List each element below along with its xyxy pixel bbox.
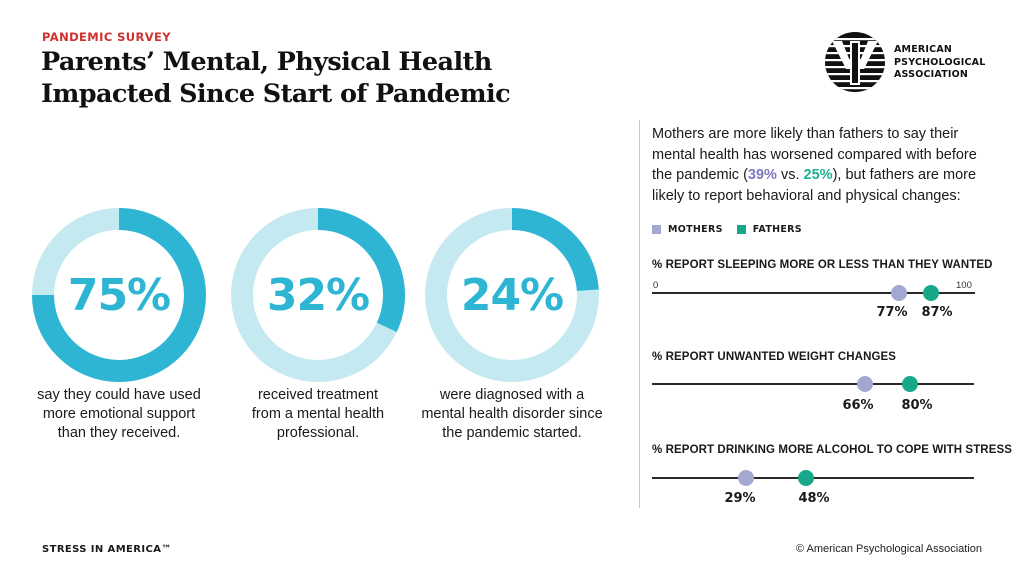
donut-value: 24% (460, 269, 564, 321)
mothers-dot (857, 376, 873, 392)
fathers-value: 87% (921, 305, 953, 320)
apa-logo (824, 31, 999, 93)
kicker: PANDEMIC SURVEY (42, 30, 172, 44)
legend-item-fathers (737, 224, 802, 235)
axis-line (652, 383, 974, 385)
metric-title-alcohol: % REPORT DRINKING MORE ALCOHOL TO COPE WITH STRESS (652, 444, 1013, 456)
psi-logo-icon (824, 31, 886, 93)
mothers-dot (891, 285, 907, 301)
donut-value: 32% (266, 269, 370, 321)
footer-copyright: © American Psychological Association (795, 543, 982, 555)
logo-line-2: PSYCHOLOGICAL (894, 56, 986, 68)
donut-caption (412, 386, 612, 443)
intro-paragraph (652, 124, 1002, 206)
axis-max-label: 100 (956, 280, 972, 291)
intro-text: vs. (776, 167, 804, 183)
caption-line: were diagnosed with a (439, 387, 585, 403)
page-title (41, 46, 510, 110)
apa-wordmark (894, 44, 985, 82)
intro-text: ), but fathers are more (832, 167, 977, 183)
fathers-dot (902, 376, 918, 392)
caption-line: professional. (276, 425, 360, 441)
mothers-worsened-pct: 39% (747, 167, 777, 183)
mothers-value: 29% (724, 491, 756, 506)
mothers-swatch-icon (652, 225, 661, 234)
caption-line: received treatment (257, 387, 379, 403)
caption-line: more emotional support (42, 406, 196, 422)
logo-line-3: ASSOCIATION (894, 69, 969, 80)
caption-line: the pandemic started. (442, 425, 582, 441)
fathers-dot (798, 470, 814, 486)
title-line-2: Impacted Since Start of Pandemic (41, 79, 511, 109)
metric-title-weight: % REPORT UNWANTED WEIGHT CHANGES (652, 351, 897, 363)
caption-line: mental health disorder since (421, 406, 603, 422)
axis-min-label: 0 (653, 280, 659, 291)
logo-line-1: AMERICAN (894, 44, 953, 55)
title-line-1: Parents’ Mental, Physical Health (41, 47, 492, 77)
legend (652, 224, 802, 235)
legend-label: MOTHERS (668, 224, 723, 235)
section-divider (639, 120, 640, 508)
donut-caption (19, 386, 219, 443)
fathers-worsened-pct: 25% (803, 167, 833, 183)
metric-title-sleep: % REPORT SLEEPING MORE OR LESS THAN THEY WANTED (652, 259, 993, 271)
mothers-value: 66% (842, 398, 874, 413)
fathers-swatch-icon (737, 225, 746, 234)
donut-chart-24 (424, 207, 600, 383)
footer-series-name: STRESS IN AMERICA™ (42, 544, 172, 555)
intro-line: Mothers are more likely than fathers to say their (652, 126, 959, 142)
intro-line: mental health has worsened compared with before (652, 146, 977, 163)
fathers-dot (923, 285, 939, 301)
legend-item-mothers (652, 224, 723, 235)
fathers-value: 48% (798, 491, 830, 506)
caption-line: say they could have used (37, 387, 201, 403)
donut-chart-32 (230, 207, 406, 383)
donut-value: 75% (67, 269, 171, 321)
mothers-value: 77% (876, 305, 908, 320)
caption-line: from a mental health (251, 406, 385, 422)
fathers-value: 80% (901, 398, 933, 413)
donut-chart-75 (31, 207, 207, 383)
mothers-dot (738, 470, 754, 486)
legend-label: FATHERS (752, 224, 802, 235)
intro-text: the pandemic ( (652, 167, 748, 183)
intro-line: likely to report behavioral and physical changes: (652, 187, 961, 204)
caption-line: than they received. (57, 425, 181, 441)
donut-caption (218, 386, 418, 443)
intro-line (652, 165, 1002, 186)
